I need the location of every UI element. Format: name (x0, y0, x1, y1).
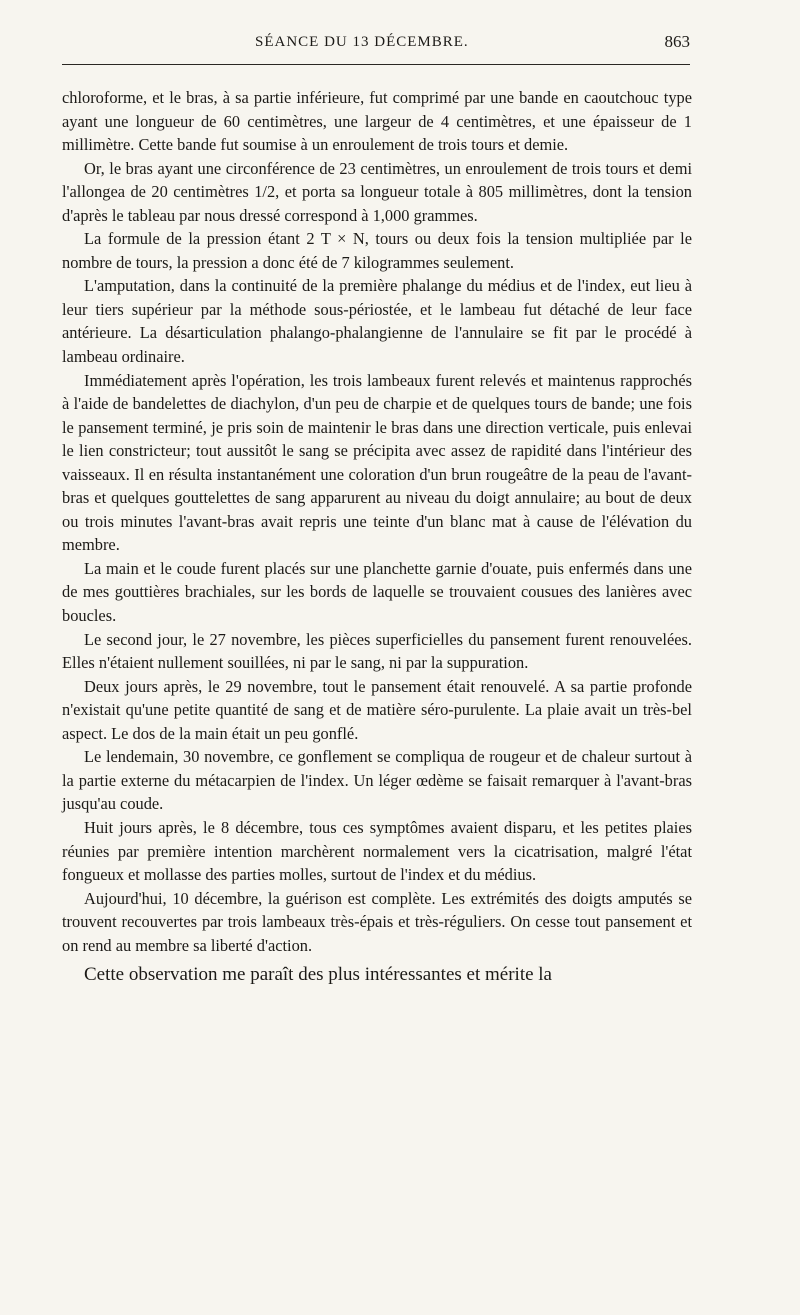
paragraph: Le lendemain, 30 novembre, ce gonflement se compliqua de rougeur et de chaleur surtout à la partie externe du métacarpien de l'index. Un léger œdème se faisait remarquer à l'avant-bras jusqu'au coude. (62, 747, 692, 814)
paragraph: L'amputation, dans la continuité de la première phalange du médius et de l'index, eut lieu à leur tiers supérieur par la méthode sous-périostée, et le lambeau fut détaché de leur face antérieure. La désarticulation phalango-phalangienne de l'annulaire se fit par le procédé à lambeau ordinaire. (62, 276, 692, 367)
paragraph: Immédiatement après l'opération, les trois lambeaux furent relevés et maintenus rapprochés à l'aide de bandelettes de diachylon, d'un peu de charpie et de quelques tours de bande; une fois le pansement terminé, je pris soin de maintenir le bras dans une direction verticale, puis enlevai le lien constricteur; tout aussitôt le sang se précipita avec assez de rapidité dans l'intérieur des vaisseaux. Il en résulta instantanément une coloration d'un brun rougeâtre de la peau de l'avant-bras et quelques gouttelettes de sang apparurent au niveau du doigt annulaire; au bout de deux ou trois minutes l'avant-bras avait repris une teinte d'un blanc mat à cause de l'élévation du membre. (62, 370, 692, 555)
paragraph-continuation: chloroforme, et le bras, à sa partie inférieure, fut comprimé par une bande en caoutchouc type ayant une longueur de 60 centimètres, une largeur de 4 centimètres, et une épaisseur de 1 millimètre. Cette bande fut soumise à un enroulement de trois tours et demie. (62, 88, 692, 155)
paragraph: Huit jours après, le 8 décembre, tous ces symptômes avaient disparu, et les petites plaies réunies par première intention marchèrent normalement vers la cicatrisation, malgré l'état fongueux et mollasse des parties molles, surtout de l'index et du médius. (62, 817, 692, 885)
page-number: 863 (664, 32, 690, 51)
paragraph: La main et le coude furent placés sur une planchette garnie d'ouate, puis enfermés dans une de mes gouttières brachiales, sur les bords de laquelle se trouvaient cousues des lanières avec boucles. (62, 558, 692, 626)
paragraph: Or, le bras ayant une circonférence de 23 centimètres, un enroulement de trois tours et demi l'allongea de 20 centimètres 1/2, et porta sa longueur totale à 805 millimètres, dont la tension d'après le tableau par nous dressé correspond à 1,000 grammes. (62, 158, 692, 225)
body-text (62, 86, 692, 988)
paragraph: Le second jour, le 27 novembre, les pièces superficielles du pansement furent renouvelées. Elles n'étaient nullement souillées, ni par le sang, ni par la suppuration. (62, 629, 692, 673)
paragraph-closing: Cette observation me paraît des plus intéressantes et mérite la (84, 964, 552, 986)
header-rule (62, 64, 690, 65)
running-header (62, 32, 692, 56)
running-title: SÉANCE DU 13 DÉCEMBRE. (255, 34, 469, 50)
paragraph: Aujourd'hui, 10 décembre, la guérison est complète. Les extrémités des doigts amputés se trouvent recouvertes par trois lambeaux très-épais et très-réguliers. On cesse tout pansement et on rend au membre sa liberté d'action. (62, 888, 692, 955)
paragraph: Deux jours après, le 29 novembre, tout le pansement était renouvelé. A sa partie profonde n'existait qu'une petite quantité de sang et de matière séro-purulente. La plaie avait un très-bel aspect. Le dos de la main était un peu gonflé. (62, 676, 692, 743)
paragraph: La formule de la pression étant 2 T × N, tours ou deux fois la tension multipliée par le nombre de tours, la pression a donc été de 7 kilogrammes seulement. (62, 229, 692, 272)
